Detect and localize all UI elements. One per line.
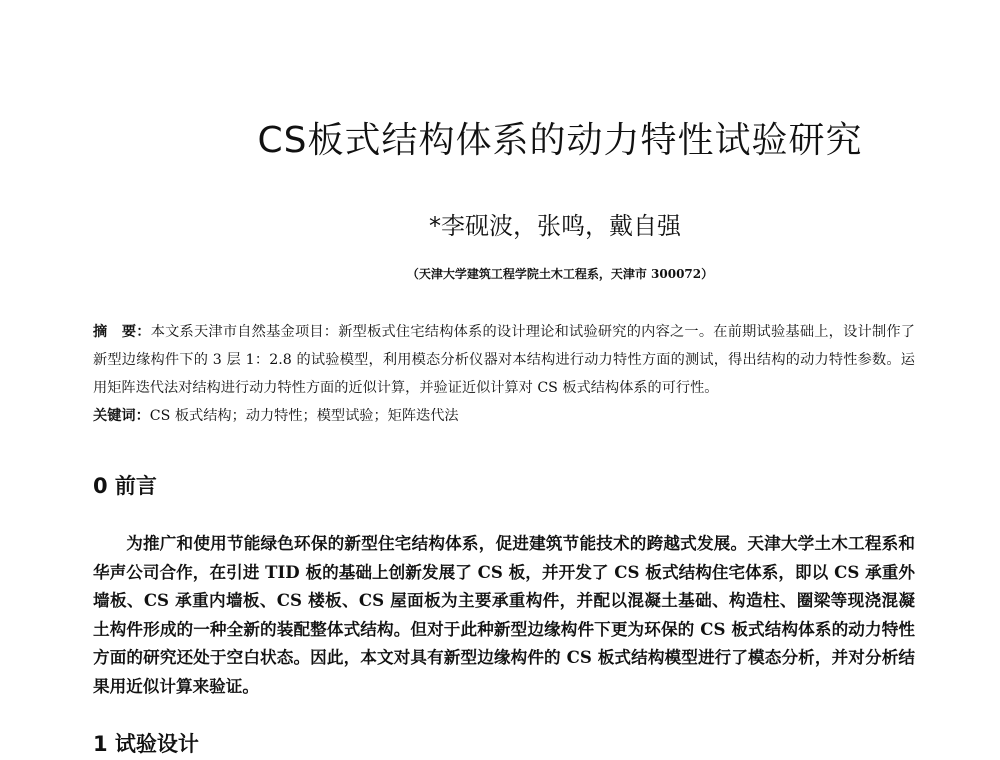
section-heading-design: 1 试验设计 [93, 732, 199, 756]
keywords-label: 关键词： [93, 408, 150, 424]
abstract-text: 本文系天津市自然基金项目：新型板式住宅结构体系的设计理论和试验研究的内容之一。在前期试验基础上，设计制作了新型边缘构件下的 3 层 1：2.8 的试验模型，利用模态分析仪器对本结构进行动力特性方面的测试，得出结构的动力特性参数。运用矩阵迭代法对结构进行动力特性方面的近似计算，并验证近似计算对 CS 板式结构体系的可行性。 [93, 324, 915, 396]
paper-title: CS板式结构体系的动力特性试验研究 [257, 120, 863, 161]
keywords-text: CS 板式结构；动力特性；模型试验；矩阵迭代法 [149, 408, 459, 424]
keywords [93, 402, 915, 430]
abstract [93, 318, 915, 402]
intro-paragraph: 为推广和使用节能绿色环保的新型住宅结构体系，促进建筑节能技术的跨越式发展。天津大学土木工程系和华声公司合作，在引进 TID 板的基础上创新发展了 CS 板，并开发了 CS 板式结构住宅体系，即以 CS 承重外墙板、CS 承重内墙板、CS 楼板、CS 屋面板为主要承重构件，并配以混凝土基础、构造柱、圈梁等现浇混凝土构件形成的一种全新的装配整体式结构。但对于此种新型边缘构件下更为环保的 CS 板式结构体系的动力特性方面的研究还处于空白状态。因此，本文对具有新型边缘构件的 CS 板式结构模型进行了模态分析，并对分析结果用近似计算来验证。 [93, 533, 915, 696]
abstract-label: 摘 要： [93, 324, 151, 340]
section-heading-intro: 0 前言 [93, 474, 157, 498]
paper-authors: *李砚波，张鸣，戴自强 [429, 212, 681, 240]
paper-affiliation: （天津大学建筑工程学院土木工程系，天津市 300072） [406, 267, 714, 281]
